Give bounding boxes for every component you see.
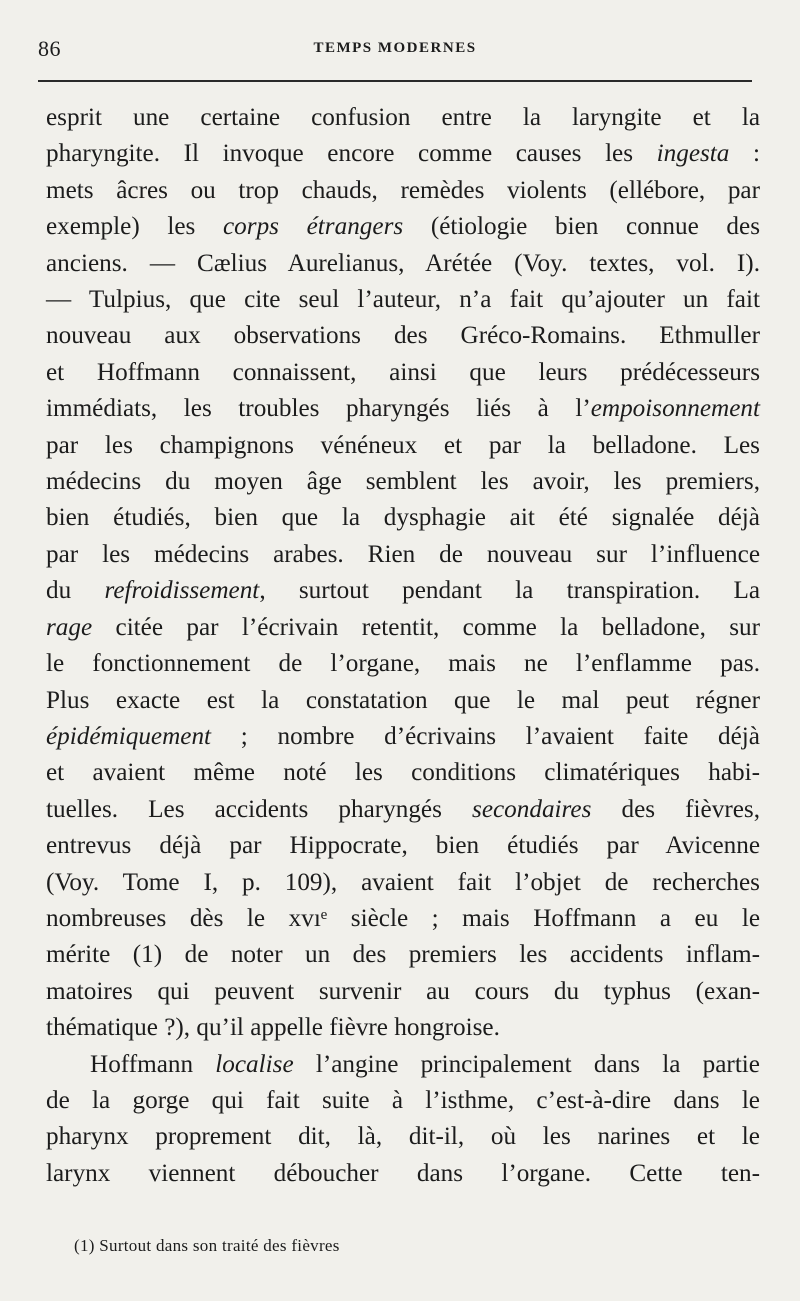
text-segment: — Tulpius, que cite seul l’auteur, n’a fait qu’ajouter un fait <box>46 286 760 314</box>
text-segment: anciens. — Cælius Aurelianus, Arétée (Voy. textes, vol. I). <box>46 249 760 277</box>
text-segment: des fièvres, <box>591 795 760 823</box>
text-segment: pharynx proprement dit, là, dit-il, où les narines et le <box>46 1123 760 1151</box>
running-head: TEMPS MODERNES <box>313 40 477 56</box>
italic-phrase: ingesta <box>656 140 730 168</box>
text-segment: ; nombre d’écrivains l’avaient faite déjà <box>211 722 760 750</box>
text-line <box>46 1083 760 1119</box>
text-line <box>46 500 760 536</box>
italic-phrase: localise <box>215 1050 294 1078</box>
text-segment: et avaient même noté les conditions climatériques habi- <box>46 759 760 787</box>
text-segment: tuelles. Les accidents pharyngés <box>46 795 473 823</box>
text-segment: : <box>729 140 760 168</box>
text-segment: médecins du moyen âge semblent les avoir, les premiers, <box>46 468 760 496</box>
text-line <box>46 173 760 209</box>
text-segment: entrevus déjà par Hippocrate, bien étudiés par Avicenne <box>46 832 760 860</box>
text-line <box>46 573 760 609</box>
italic-phrase: rage <box>46 613 93 641</box>
text-segment: mets âcres ou trop chauds, remèdes violents (ellébore, par <box>46 176 760 204</box>
text-line <box>46 610 760 646</box>
text-line <box>46 792 760 828</box>
text-line <box>46 136 760 172</box>
text-segment: (étiologie bien connue des <box>403 213 760 241</box>
text-line <box>46 901 760 937</box>
page-header <box>38 36 752 66</box>
text-segment: par les champignons vénéneux et par la belladone. Les <box>46 431 760 459</box>
text-line <box>46 683 760 719</box>
text-segment: pharyngite. Il invoque encore comme causes les <box>46 140 657 168</box>
text-line <box>46 318 760 354</box>
text-line <box>46 865 760 901</box>
text-segment: larynx viennent déboucher dans l’organe. Cette ten- <box>46 1159 760 1187</box>
text-segment: et Hoffmann connaissent, ainsi que leurs prédécesseurs <box>46 358 760 386</box>
text-line <box>46 646 760 682</box>
text-line <box>46 428 760 464</box>
text-segment: (Voy. Tome I, p. 109), avaient fait l’objet de recherches <box>46 868 760 896</box>
text-line <box>46 1119 760 1155</box>
footnote: (1) Surtout dans son traité des fièvres <box>74 1236 340 1255</box>
text-line <box>46 100 760 136</box>
text-line <box>46 828 760 864</box>
text-segment: l’angine principalement dans la partie <box>293 1050 760 1078</box>
text-segment: Plus exacte est la constatation que le mal peut régner <box>46 686 760 714</box>
text-line <box>46 719 760 755</box>
body-text <box>46 100 760 1192</box>
italic-phrase: empoisonnement <box>590 395 760 423</box>
italic-phrase: secondaires <box>472 795 592 823</box>
text-line <box>46 974 760 1010</box>
italic-phrase: épidémiquement <box>46 722 212 750</box>
text-segment: , surtout pendant la transpiration. La <box>259 577 761 605</box>
text-segment: nouveau aux observations des Gréco-Romains. Ethmuller <box>46 322 760 350</box>
text-line <box>46 209 760 245</box>
italic-phrase: corps étrangers <box>223 213 404 241</box>
page-number: 86 <box>38 36 61 61</box>
text-segment: le fonctionnement de l’organe, mais ne l’enflamme pas. <box>46 650 760 678</box>
text-segment: citée par l’écrivain retentit, comme la belladone, sur <box>92 613 760 641</box>
text-line <box>46 537 760 573</box>
text-segment: nombreuses dès le xvıᵉ siècle ; mais Hoffmann a eu le <box>46 904 760 932</box>
text-line <box>46 464 760 500</box>
text-segment: esprit une certaine confusion entre la laryngite et la <box>46 104 760 131</box>
text-segment: exemple) les <box>46 213 223 241</box>
italic-phrase: refroidissement <box>104 577 260 605</box>
text-line <box>46 1010 760 1046</box>
text-line <box>46 1156 760 1192</box>
text-segment: du <box>46 577 105 605</box>
text-segment: matoires qui peuvent survenir au cours du typhus (exan- <box>46 977 760 1005</box>
text-segment: bien étudiés, bien que la dysphagie ait été signalée déjà <box>46 504 760 532</box>
header-rule <box>38 80 752 82</box>
text-line <box>46 1047 760 1083</box>
text-line <box>46 355 760 391</box>
text-segment: immédiats, les troubles pharyngés liés à l’ <box>46 395 591 423</box>
text-line <box>46 937 760 973</box>
text-line <box>46 755 760 791</box>
text-segment: par les médecins arabes. Rien de nouveau sur l’influence <box>46 540 760 568</box>
text-segment: mérite (1) de noter un des premiers les accidents inflam- <box>46 941 760 969</box>
text-segment: thématique ?), qu’il appelle fièvre hongroise. <box>46 1014 500 1042</box>
text-line <box>46 246 760 282</box>
text-line <box>46 391 760 427</box>
text-segment: Hoffmann <box>90 1050 216 1078</box>
text-segment: de la gorge qui fait suite à l’isthme, c’est-à-dire dans le <box>46 1086 760 1114</box>
text-line <box>46 282 760 318</box>
